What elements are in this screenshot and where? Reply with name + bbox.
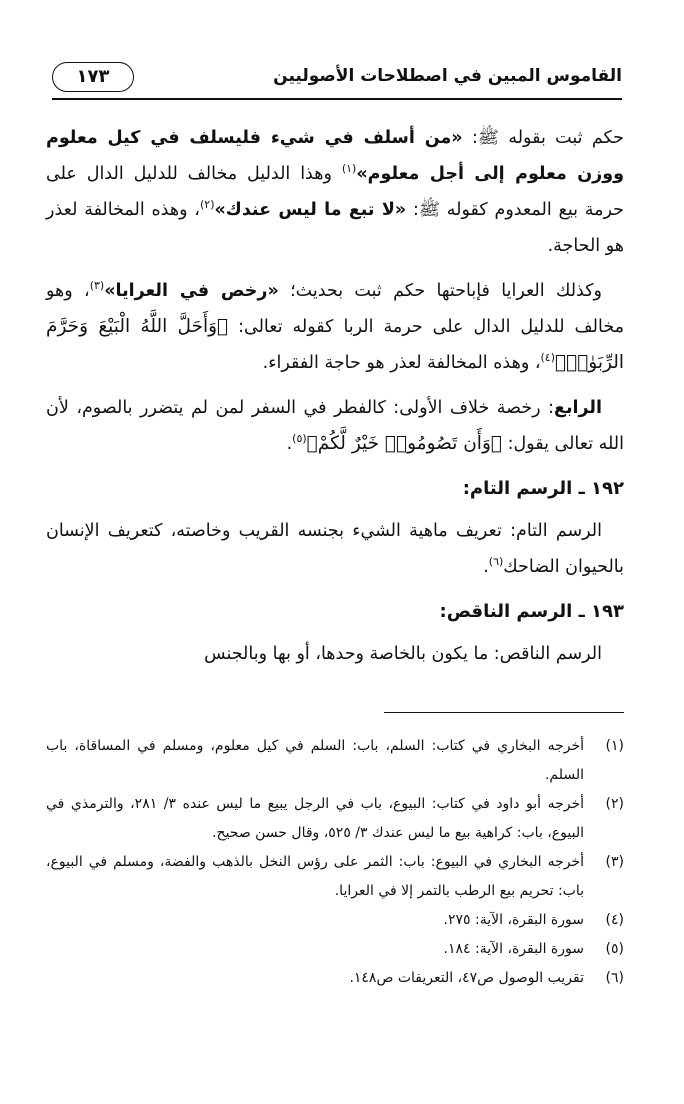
footnote-number: (١)	[605, 738, 624, 754]
footnote-ref: (٣)	[89, 279, 105, 293]
footnote-ref: (٢)	[199, 198, 215, 212]
section-heading-192: ١٩٢ ـ الرسم التام:	[462, 478, 624, 499]
footnote-text: تقريب الوصول ص٤٧، التعريفات ص١٤٨.	[349, 970, 584, 986]
paragraph-fourth	[46, 390, 624, 462]
text-run: ، وهذه المخالفة لعذر هو حاجة الفقراء.	[262, 353, 541, 373]
quran-verse: ﴿وَأَن تَصُومُوا۟ خَيْرٌ لَّكُمْ﴾	[306, 433, 502, 454]
text-run: وكذلك العرايا فإباحتها حكم ثبت بحديث؛	[278, 281, 602, 301]
footnote-item	[46, 732, 624, 790]
footnote-text: أخرجه أبو داود في كتاب: البيوع، باب في الرجل يبيع ما ليس عنده ٣/ ٢٨١، والترمذي في البيوع، باب: كراهية بيع ما ليس عندك ٣/ ٥٢٥، وقال حسن صحيح.	[46, 796, 584, 841]
paragraph-salam	[46, 120, 624, 264]
paragraph-rasm-naqis: الرسم الناقص: ما يكون بالخاصة وحدها، أو بها وبالجنس	[204, 644, 602, 664]
footnote-number: (٦)	[605, 970, 624, 986]
text-run: حكم ثبت بقوله ﷺ:	[462, 128, 624, 148]
paragraph-araya	[46, 273, 624, 381]
footnote-text: سورة البقرة، الآية: ٢٧٥.	[443, 912, 584, 928]
text-run: وهذا الدليل مخالف للدليل الدال على حرمة بيع المعدوم كقوله ﷺ:	[46, 164, 624, 220]
term-label: الرابع	[554, 398, 602, 418]
hadith-quote: «لا تبع ما ليس عندك»	[214, 200, 407, 220]
footnote-ref: (١)	[341, 162, 357, 176]
footnotes	[46, 732, 624, 993]
text-run: : رخصة خلاف الأولى: كالفطر في السفر لمن لم يتضرر بالصوم، لأن الله تعالى يقول:	[46, 398, 624, 454]
page-number: ١٧٣	[52, 62, 134, 92]
text-run: ، وهو مخالف للدليل الدال على حرمة الربا كقوله تعالى:	[46, 281, 625, 337]
hadith-quote: «رخص في العرايا»	[104, 281, 279, 301]
hadith-quote: «من أسلف في شيء فليسلف في كيل معلوم ووزن معلوم إلى أجل معلوم»	[46, 128, 624, 184]
footnote-item	[46, 906, 624, 935]
main-text	[46, 120, 624, 681]
footnote-number: (٢)	[605, 796, 624, 812]
text-run: ، وهذه المخالفة لعذر هو الحاجة.	[46, 200, 624, 256]
header-rule	[52, 98, 622, 100]
footnote-number: (٥)	[605, 941, 624, 957]
footnote-number: (٣)	[605, 854, 624, 870]
section-heading-193: ١٩٣ ـ الرسم الناقص:	[439, 601, 624, 622]
footnote-ref: (٥)	[292, 432, 307, 446]
text-run: .	[483, 557, 489, 577]
page-header	[52, 58, 622, 104]
text-run: .	[286, 434, 293, 454]
footnote-text: أخرجه البخاري في البيوع: باب: الثمر على رؤس النخل بالذهب والفضة، ومسلم في البيوع، باب: تحريم بيع الرطب بالتمر إلا في العرايا.	[46, 854, 584, 899]
footnote-ref: (٤)	[540, 351, 555, 365]
running-title: القاموس المبين في اصطلاحات الأصوليين	[273, 66, 622, 86]
footnote-text: سورة البقرة، الآية: ١٨٤.	[443, 941, 584, 957]
text-run: الرسم التام: تعريف ماهية الشيء بجنسه القريب وخاصته، كتعريف الإنسان بالحيوان الضاحك	[46, 521, 624, 577]
footnote-separator	[384, 712, 624, 713]
footnote-number: (٤)	[605, 912, 624, 928]
footnote-item	[46, 935, 624, 964]
footnote-item	[46, 964, 624, 993]
footnote-ref: (٦)	[488, 555, 504, 569]
footnote-item	[46, 848, 624, 906]
paragraph-rasm-tam	[46, 513, 624, 585]
quran-verse: ﴿وَأَحَلَّ اللَّهُ الْبَيْعَ وَحَرَّمَ الرِّبَوٰا۟﴾	[46, 316, 624, 373]
footnote-item	[46, 790, 624, 848]
footnote-text: أخرجه البخاري في كتاب: السلم، باب: السلم في كيل معلوم، ومسلم في المساقاة، باب السلم.	[46, 738, 584, 783]
